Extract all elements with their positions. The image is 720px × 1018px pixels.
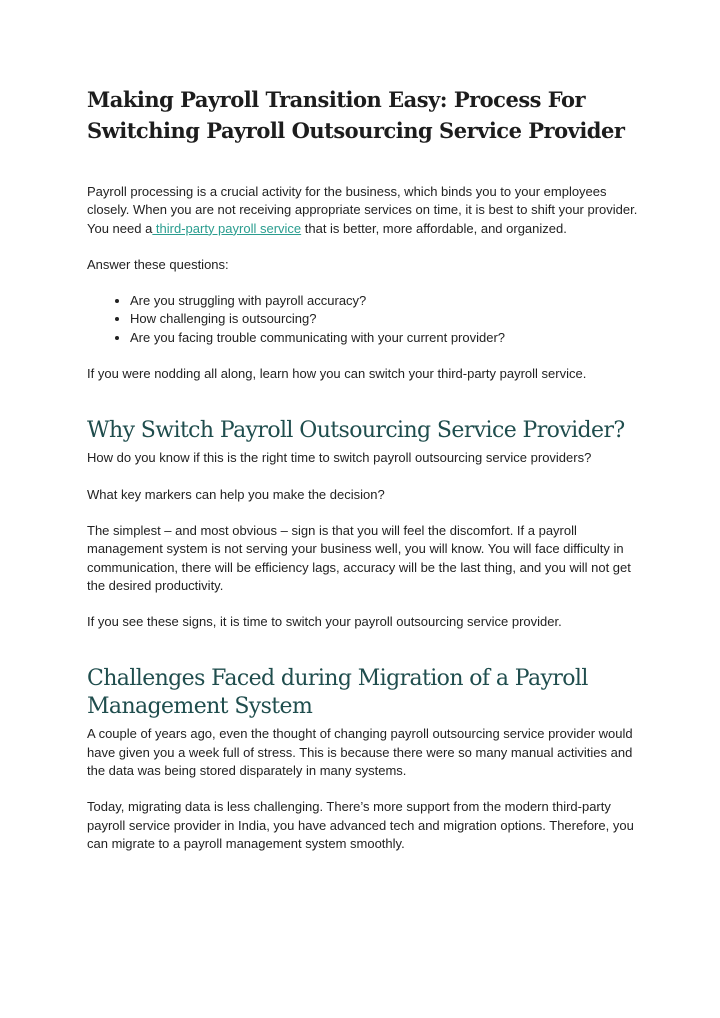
section1-paragraph-4: If you see these signs, it is time to switch your payroll outsourcing service provider. xyxy=(87,614,562,630)
section-heading-challenges: Challenges Faced during Migration of a Payroll Management System xyxy=(87,666,588,720)
intro-text-after: that is better, more affordable, and organized. xyxy=(301,220,567,236)
section1-paragraph-3: The simplest – and most obvious – sign is that you will feel the discomfort. If a payroll management system is not serving your business well, you will know. You will face difficulty in communication, there will be efficiency lags, accuracy will be the last thing, and you will not get the desired productivity. xyxy=(87,522,631,593)
section1-paragraph-2: What key markers can help you make the decision? xyxy=(87,486,385,502)
answer-prompt: Answer these questions: xyxy=(87,256,229,272)
page-title: Making Payroll Transition Easy: Process For Switching Payroll Outsourcing Service Provider xyxy=(87,87,625,143)
section1-paragraph-1: How do you know if this is the right time to switch payroll outsourcing service providers? xyxy=(87,450,592,466)
list-item: • Are you struggling with payroll accuracy? xyxy=(130,292,647,310)
list-item: • How challenging is outsourcing? xyxy=(130,310,647,328)
section-heading-why-switch: Why Switch Payroll Outsourcing Service Provider? xyxy=(87,418,625,444)
third-party-payroll-service-link[interactable]: third-party payroll service xyxy=(152,220,302,236)
document-page xyxy=(87,84,647,871)
intro-paragraph xyxy=(87,183,647,238)
section2-paragraph-1: A couple of years ago, even the thought of changing payroll outsourcing service provider would have given you a week full of stress. This is because there were so many manual activities and the data was being stored disparately in many systems. xyxy=(87,726,633,779)
list-item: • Are you facing trouble communicating with your current provider? xyxy=(130,329,647,347)
nodding-paragraph: If you were nodding all along, learn how you can switch your third-party payroll service. xyxy=(87,366,587,382)
section2-paragraph-2: Today, migrating data is less challenging. There’s more support from the modern third-party payroll service provider in India, you have advanced tech and migration options. Therefore, you can migrate to a payroll management system smoothly. xyxy=(87,799,634,851)
questions-list xyxy=(87,292,647,347)
intro-text-before: Payroll processing is a crucial activity for the business, which binds you to your employees closely. When you are not receiving appropriate services on time, it is best to shift your provider. You need a xyxy=(87,184,638,236)
